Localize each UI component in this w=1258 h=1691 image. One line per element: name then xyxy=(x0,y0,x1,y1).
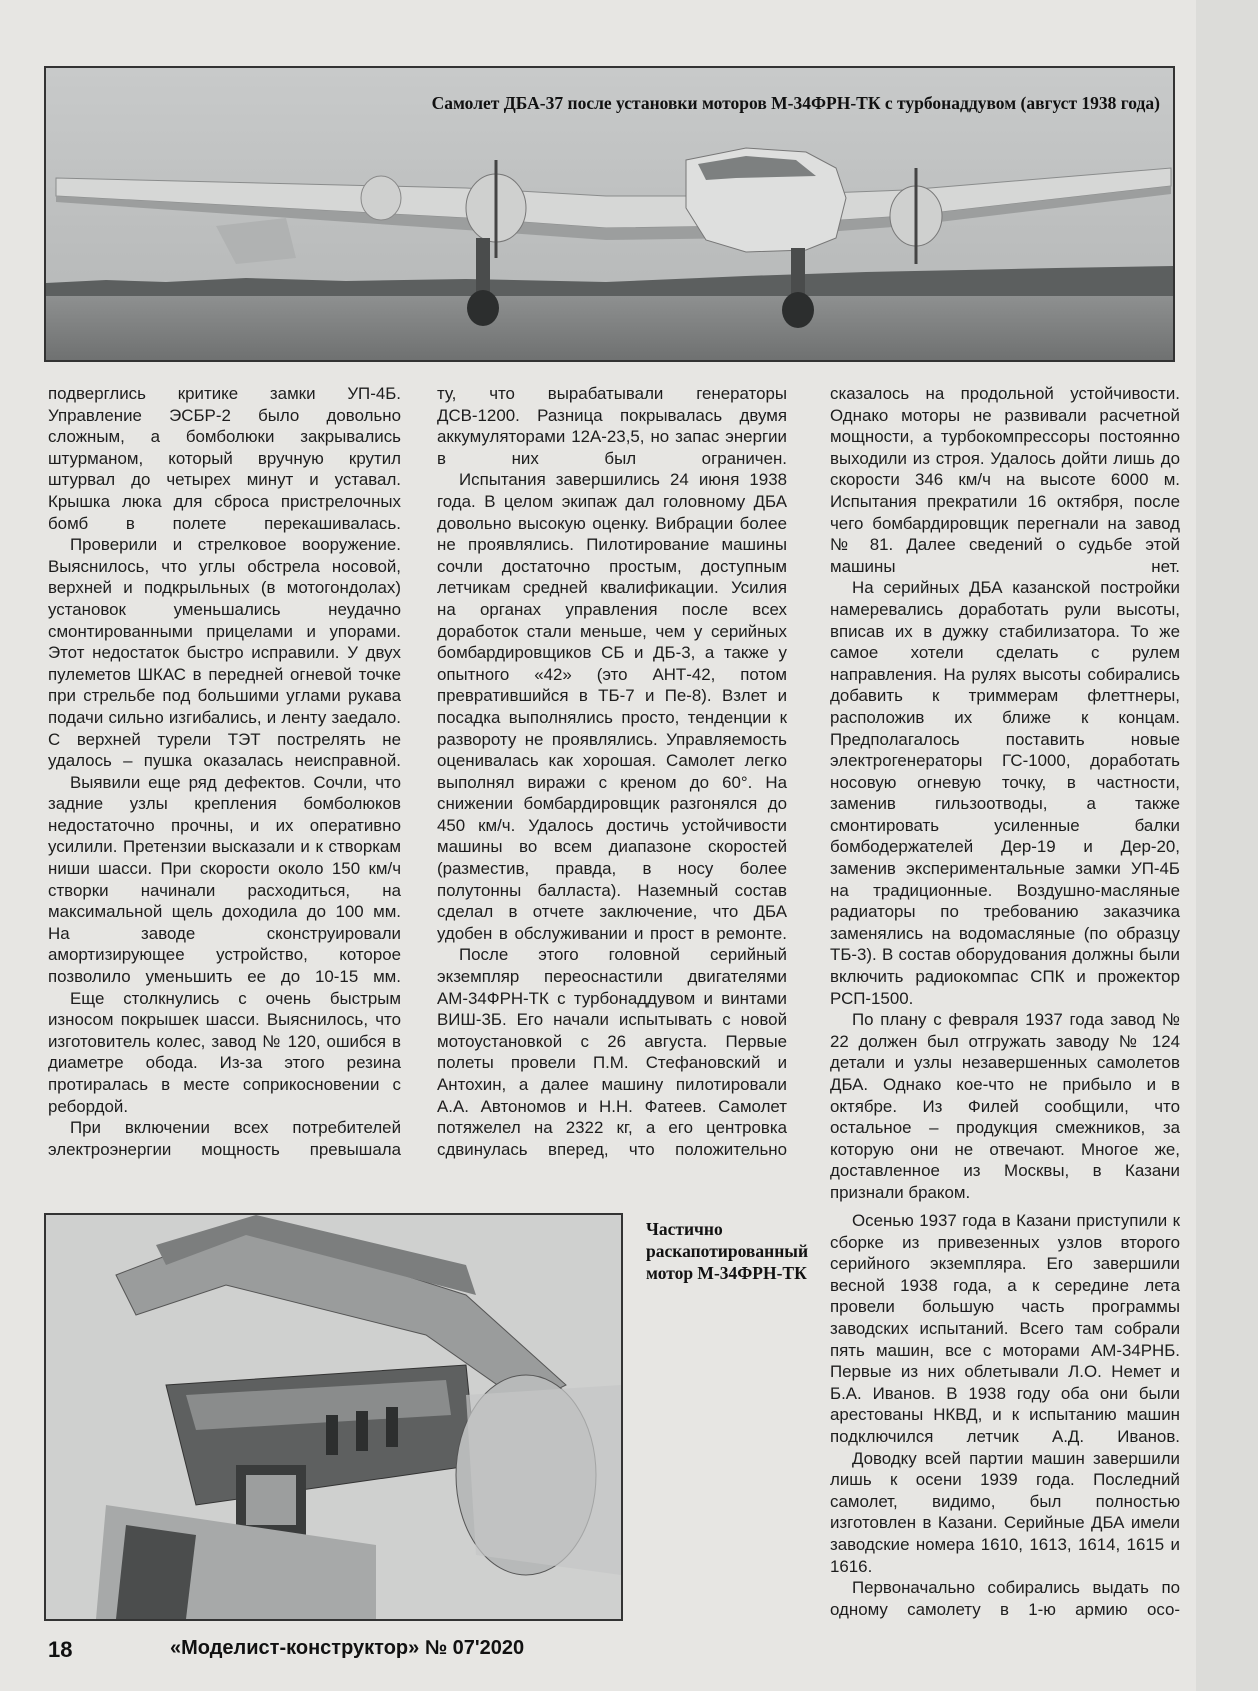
text-column-1 xyxy=(48,383,401,1160)
magazine-title: «Моделист-конструктор» № 07'2020 xyxy=(170,1637,525,1659)
page-edge xyxy=(1196,0,1258,1691)
page-number: 18 xyxy=(48,1637,73,1662)
paragraph: сказалось на продольной устойчивости. Однако моторы не развивали расчетной мощности, а турбокомпрессоры постоянно выходили из строя. Удалось дойти лишь до скорости 346 км/ч на высоте 6000 м. Испытания прекратили 16 октября, после чего бомбардировщик перегнали на завод № 81. Далее сведений о судьбе этой машины нет. xyxy=(830,384,1180,576)
paragraph: Выявили еще ряд дефектов. Сочли, что задние узлы крепления бомболюков недостаточно прочны, и их оперативно усилили. Претензии высказали и к створкам ниши шасси. При скорости около 150 км/ч створки начинали расходиться, на максимальной щель доходила до 100 мм. На заводе сконструировали амортизирующее устройство, которое позволило уменьшить ее до 10-15 мм. xyxy=(48,772,401,987)
engine-photo xyxy=(44,1213,623,1621)
paragraph: Осенью 1937 года в Казани приступили к сборке из привезенных узлов второго серийного экземпляра. Его завершили весной 1938 года, а к середине лета провели большую часть программы заводских испытаний. Всего там собрали пять машин, все с моторами АМ-34РНБ. Первые из них облетывали Л.О. Немет и Б.А. Иванов. В 1938 году оба они были арестованы НКВД, и к испытанию машин подключился летчик А.Д. Иванов. xyxy=(830,1211,1180,1446)
paragraph: подверглись критике замки УП-4Б. Управление ЭСБР-2 было довольно сложным, а бомболюки закрывались штурманом, который вручную крутил штурвал до четырех минут и уставал. Крышка люка для сброса пристрелочных бомб в полете перекашивалась. xyxy=(48,384,401,533)
paragraph: По плану с февраля 1937 года завод № 22 должен был отгружать заводу № 124 детали и узлы незавершенных самолетов ДБА. Однако кое-что не прибыло и в октябре. Из Филей сообщили, что остальное – продукция смежников, за которую они не отвечают. Многое же, доставленное из Москвы, в Казани признали браком. xyxy=(830,1010,1180,1202)
top-photo-caption: Самолет ДБА-37 после установки моторов М-34ФРН-ТК с турбонаддувом (август 1938 года) xyxy=(431,93,1160,113)
paragraph: На серийных ДБА казанской постройки намеревались доработать рули высоты, вписав их в дужку стабилизатора. То же самое хотели сделать с рулем направления. На рулях высоты собирались добавить к триммерам флеттнеры, расположив их ближе к концам. Предполагалось поставить новые электрогенераторы ГС-1000, доработать носовую огневую точку, в частности, заменив гильзоотводы, а также смонтировать усиленные балки бомбодержателей Дер-19 и Дер-20, заменив экспериментальные замки УП-4Б на традиционные. Воздушно-масляные радиаторы по требованию заказчика заменялись на водомасляные (по образцу ТБ-3). В состав оборудования должны были включить радиокомпас СПК и прожектор РСП-1500. xyxy=(830,578,1180,1008)
text-column-3-upper xyxy=(830,383,1180,1204)
paragraph: После этого головной серийный экземпляр переоснастили двигателями АМ-34ФРН-ТК с турбонаддувом и винтами ВИШ-3Б. Его начали испытывать с новой мотоустановкой с 26 августа. Первые полеты провели П.М. Стефановский и Антохин, а далее машину пилотировали А.А. Автономов и Н.Н. Фатеев. Самолет потяжелел на 2322 кг, а его центровка сдвинулась вперед, что положительно xyxy=(437,945,787,1159)
paragraph: Испытания завершились 24 июня 1938 года. В целом экипаж дал головному ДБА довольно высокую оценку. Вибрации более не проявлялись. Пилотирование машины сочли достаточно простым, доступным летчикам средней квалификации. Усилия на органах управления после всех доработок стали меньше, чем у серийных бомбардировщиков СБ и ДБ-3, а также у опытного «42» (это АНТ-42, потом превратившийся в ТБ-7 и Пе-8). Взлет и посадка выполнялись просто, тенденции к развороту не проявлялись. Управляемость оценивалась как хорошая. Самолет легко выполнял виражи с креном до 60°. На снижении бомбардировщик разгонялся до 450 км/ч. Удалось достичь устойчивости машины во всем диапазоне скоростей (разместив, правда, в носу более полутонны балласта). Наземный состав сделал в отчете заключение, что ДБА удобен в обслуживании и прост в ремонте. xyxy=(437,470,787,943)
paragraph: ту, что вырабатывали генераторы ДСВ-1200. Разница покрывалась двумя аккумуляторами 12А-23,5, но запас энергии в них был ограничен. xyxy=(437,384,787,468)
paragraph: Еще столкнулись с очень быстрым износом покрышек шасси. Выяснилось, что изготовитель колес, завод № 120, ошибся в диаметре обода. Из-за этого резина протиралась в месте соприкосновении с ребордой. xyxy=(48,988,401,1116)
paragraph: При включении всех потребителей электроэнергии мощность превышала xyxy=(48,1118,401,1159)
paragraph: Доводку всей партии машин завершили лишь к осени 1939 года. Последний самолет, видимо, был полностью изготовлен в Казани. Серийные ДБА имели заводские номера 1610, 1613, 1614, 1615 и 1616. xyxy=(830,1448,1180,1576)
text-column-2 xyxy=(437,383,787,1160)
paragraph: Первоначально собирались выдать по одному самолету в 1-ю армию осо- xyxy=(830,1578,1180,1619)
text-column-3-lower xyxy=(830,1210,1180,1620)
bottom-photo-caption: Частично раскапотированный мотор М-34ФРН-ТК xyxy=(646,1219,809,1283)
paragraph: Проверили и стрелковое вооружение. Выяснилось, что углы обстрела носовой, верхней и подкрыльных (в мотогондолах) установок уменьшались неудачно смонтированными прицелами и упорами. Этот недостаток быстро исправили. У двух пулеметов ШКАС в передней огневой точке при стрельбе под большими углами рукава подачи сильно изгибались, и ленту заедало. С верхней турели ТЭТ пострелять не удалось – пушка оказалась неисправной. xyxy=(48,535,401,771)
